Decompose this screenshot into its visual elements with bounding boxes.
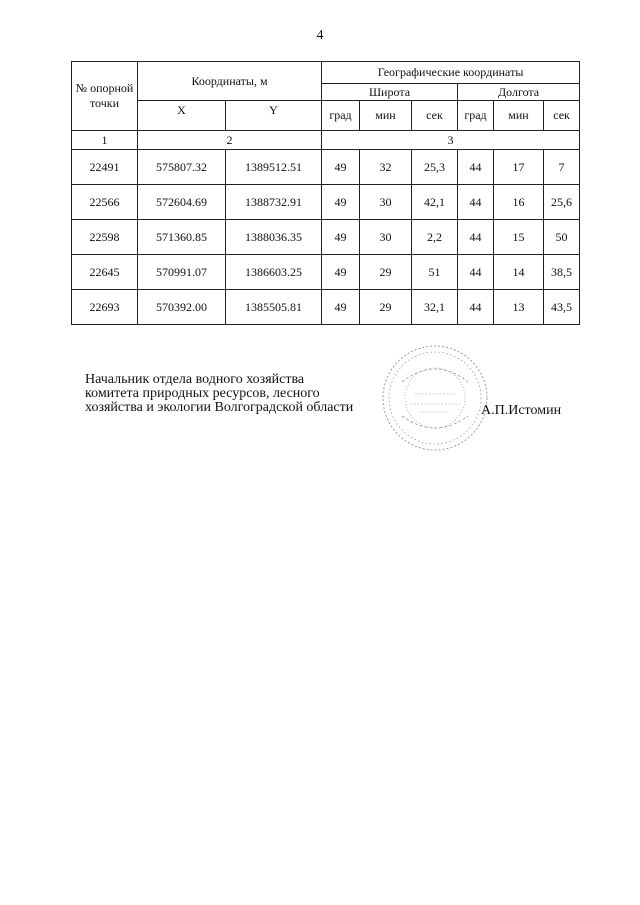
cell-lat-sec: 32,1 xyxy=(412,290,458,325)
cell-y: 1385505.81 xyxy=(226,290,322,325)
cell-lat-deg: 49 xyxy=(322,290,360,325)
signature-line: комитета природных ресурсов, лесного xyxy=(85,386,320,401)
cell-lon-sec: 50 xyxy=(544,220,580,255)
signature-line: хозяйства и экологии Волгоградской области xyxy=(85,400,354,415)
page-number: 4 xyxy=(316,28,324,43)
cell-lon-sec: 7 xyxy=(544,150,580,185)
table-row xyxy=(72,255,580,290)
cell-lat-min: 29 xyxy=(360,290,412,325)
cell-lon-deg: 44 xyxy=(458,185,494,220)
cell-lon-min: 16 xyxy=(494,185,544,220)
cell-point: 22491 xyxy=(72,150,138,185)
cell-y: 1388732.91 xyxy=(226,185,322,220)
cell-x: 572604.69 xyxy=(138,185,226,220)
cell-lon-deg: 44 xyxy=(458,290,494,325)
cell-lon-sec: 25,6 xyxy=(544,185,580,220)
header-lon-sec: сек xyxy=(544,101,580,131)
cell-lat-deg: 49 xyxy=(322,220,360,255)
cell-lat-min: 30 xyxy=(360,220,412,255)
signature-line: Начальник отдела водного хозяйства xyxy=(85,372,305,387)
column-number-1: 1 xyxy=(72,131,138,150)
header-latitude: Широта xyxy=(322,84,458,101)
column-number-2: 2 xyxy=(138,131,322,150)
cell-lon-min: 15 xyxy=(494,220,544,255)
round-stamp-icon xyxy=(380,342,490,454)
cell-lat-min: 30 xyxy=(360,185,412,220)
header-lon-min: мин xyxy=(494,101,544,131)
header-geo-coordinates: Географические координаты xyxy=(322,62,580,84)
cell-point: 22645 xyxy=(72,255,138,290)
cell-lat-min: 32 xyxy=(360,150,412,185)
signatory-name: А.П.Истомин xyxy=(481,403,562,418)
signature-title xyxy=(85,373,353,415)
cell-lat-deg: 49 xyxy=(322,255,360,290)
table-row xyxy=(72,290,580,325)
cell-lon-deg: 44 xyxy=(458,220,494,255)
cell-lon-sec: 38,5 xyxy=(544,255,580,290)
header-x: X xyxy=(138,101,226,131)
header-lat-deg: град xyxy=(322,101,360,131)
cell-lat-min: 29 xyxy=(360,255,412,290)
cell-lon-min: 14 xyxy=(494,255,544,290)
cell-lon-sec: 43,5 xyxy=(544,290,580,325)
cell-lat-deg: 49 xyxy=(322,185,360,220)
cell-x: 570991.07 xyxy=(138,255,226,290)
cell-lat-sec: 42,1 xyxy=(412,185,458,220)
cell-point: 22598 xyxy=(72,220,138,255)
cell-x: 575807.32 xyxy=(138,150,226,185)
table-row xyxy=(72,220,580,255)
header-y: Y xyxy=(226,101,322,131)
cell-point: 22693 xyxy=(72,290,138,325)
cell-lon-min: 17 xyxy=(494,150,544,185)
header-longitude: Долгота xyxy=(458,84,580,101)
cell-y: 1389512.51 xyxy=(226,150,322,185)
cell-lat-sec: 2,2 xyxy=(412,220,458,255)
cell-lat-sec: 25,3 xyxy=(412,150,458,185)
cell-point: 22566 xyxy=(72,185,138,220)
header-point-number: № опорной точки xyxy=(72,62,138,131)
cell-lon-deg: 44 xyxy=(458,150,494,185)
cell-y: 1386603.25 xyxy=(226,255,322,290)
column-number-3: 3 xyxy=(322,131,580,150)
cell-lon-min: 13 xyxy=(494,290,544,325)
header-lon-deg: град xyxy=(458,101,494,131)
cell-lat-sec: 51 xyxy=(412,255,458,290)
cell-lat-deg: 49 xyxy=(322,150,360,185)
cell-x: 571360.85 xyxy=(138,220,226,255)
header-lat-min: мин xyxy=(360,101,412,131)
header-lat-sec: сек xyxy=(412,101,458,131)
table-row xyxy=(72,150,580,185)
header-coordinates: Координаты, м xyxy=(138,62,322,101)
table-row xyxy=(72,185,580,220)
coordinates-table xyxy=(71,61,580,325)
cell-lon-deg: 44 xyxy=(458,255,494,290)
cell-y: 1388036.35 xyxy=(226,220,322,255)
cell-x: 570392.00 xyxy=(138,290,226,325)
